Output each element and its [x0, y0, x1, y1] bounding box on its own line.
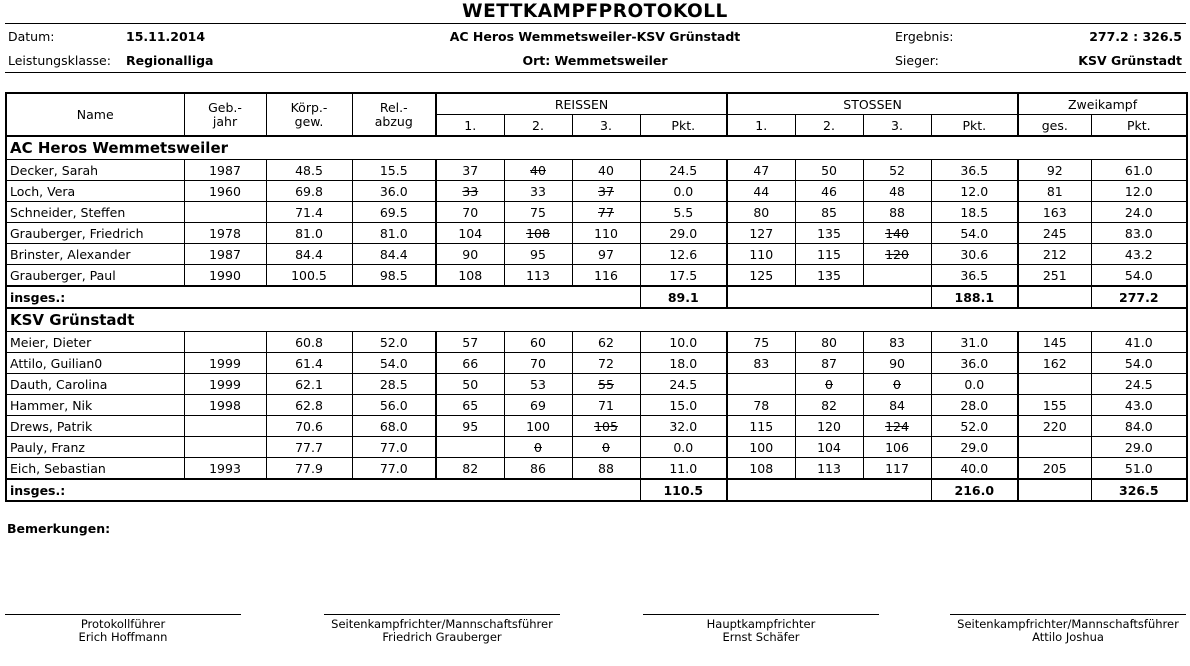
results-body: [6, 136, 1187, 501]
athlete-row: [6, 374, 1187, 395]
header-s2: 2.: [795, 115, 863, 137]
athlete-bodyweight: 77.9: [266, 458, 352, 480]
stossen-attempt-1: 125: [727, 265, 795, 287]
zweikampf-total: 155: [1018, 395, 1091, 416]
zweikampf-points: 54.0: [1091, 353, 1187, 374]
athlete-relabzug: 28.5: [352, 374, 436, 395]
stossen-attempt-3: 52: [863, 160, 931, 181]
header-geb: [184, 93, 266, 136]
reissen-attempt-3: 116: [572, 265, 640, 287]
reissen-attempt-2: 95: [504, 244, 572, 265]
athlete-row: [6, 181, 1187, 202]
zweikampf-points: 51.0: [1091, 458, 1187, 480]
klasse-label: Leistungsklasse:: [8, 53, 111, 68]
zweikampf-points: 41.0: [1091, 332, 1187, 353]
stossen-attempt-1: 83: [727, 353, 795, 374]
zweikampf-total: 220: [1018, 416, 1091, 437]
reissen-attempt-3: 55: [572, 374, 640, 395]
athlete-bodyweight: 60.8: [266, 332, 352, 353]
total-zweikampf-blank: [1018, 479, 1091, 501]
athlete-name: Grauberger, Paul: [6, 265, 184, 287]
stossen-points: 54.0: [931, 223, 1018, 244]
sieger-value: KSV Grünstadt: [1078, 53, 1182, 68]
stossen-attempt-2: 46: [795, 181, 863, 202]
reissen-attempt-1: 57: [436, 332, 504, 353]
reissen-attempt-3: 110: [572, 223, 640, 244]
reissen-attempt-2: 113: [504, 265, 572, 287]
athlete-name: Dauth, Carolina: [6, 374, 184, 395]
signature-role: Seitenkampfrichter/Mannschaftsführer: [331, 617, 553, 631]
reissen-attempt-3: 40: [572, 160, 640, 181]
stossen-attempt-3: 88: [863, 202, 931, 223]
athlete-birthyear: [184, 437, 266, 458]
athlete-relabzug: 77.0: [352, 458, 436, 480]
athlete-bodyweight: 48.5: [266, 160, 352, 181]
stossen-attempt-3: 0: [863, 374, 931, 395]
zweikampf-points: 83.0: [1091, 223, 1187, 244]
zweikampf-total: 205: [1018, 458, 1091, 480]
stossen-attempt-1: 100: [727, 437, 795, 458]
stossen-points: 28.0: [931, 395, 1018, 416]
zweikampf-total: 163: [1018, 202, 1091, 223]
stossen-attempt-3: 106: [863, 437, 931, 458]
signature-line: [950, 614, 1186, 615]
total-zweikampf: 277.2: [1091, 286, 1187, 308]
athlete-row: [6, 437, 1187, 458]
total-stossen-blank: [727, 479, 931, 501]
reissen-attempt-1: 108: [436, 265, 504, 287]
athlete-name: Eich, Sebastian: [6, 458, 184, 480]
zweikampf-total: 245: [1018, 223, 1091, 244]
sieger-label: Sieger:: [895, 53, 939, 68]
stossen-attempt-3: 120: [863, 244, 931, 265]
team-name: KSV Grünstadt: [6, 308, 1187, 332]
stossen-attempt-1: 75: [727, 332, 795, 353]
reissen-attempt-3: 97: [572, 244, 640, 265]
athlete-bodyweight: 77.7: [266, 437, 352, 458]
reissen-points: 32.0: [640, 416, 727, 437]
header-rel-text: Rel.- abzug: [374, 99, 413, 129]
reissen-attempt-2: 0: [504, 437, 572, 458]
athlete-birthyear: [184, 202, 266, 223]
stossen-attempt-3: 124: [863, 416, 931, 437]
athlete-name: Decker, Sarah: [6, 160, 184, 181]
zweikampf-points: 12.0: [1091, 181, 1187, 202]
stossen-attempt-3: 90: [863, 353, 931, 374]
reissen-points: 0.0: [640, 181, 727, 202]
header-stossen: STOSSEN: [727, 93, 1018, 115]
reissen-attempt-2: 33: [504, 181, 572, 202]
results-table: [5, 92, 1188, 502]
venue: Ort: Wemmetsweiler: [522, 53, 668, 68]
reissen-attempt-2: 53: [504, 374, 572, 395]
stossen-attempt-1: 80: [727, 202, 795, 223]
datum-value: 15.11.2014: [126, 29, 206, 44]
klasse-value: Regionalliga: [126, 53, 214, 68]
athlete-bodyweight: 100.5: [266, 265, 352, 287]
reissen-attempt-1: 82: [436, 458, 504, 480]
header-spkt: Pkt.: [931, 115, 1018, 137]
athlete-row: [6, 458, 1187, 480]
header-koerp: [266, 93, 352, 136]
header-s1: 1.: [727, 115, 795, 137]
meta-divider: [5, 72, 1186, 73]
header-reissen: REISSEN: [436, 93, 727, 115]
athlete-birthyear: 1990: [184, 265, 266, 287]
stossen-attempt-3: 84: [863, 395, 931, 416]
reissen-attempt-1: [436, 437, 504, 458]
stossen-attempt-1: 47: [727, 160, 795, 181]
reissen-points: 24.5: [640, 160, 727, 181]
reissen-points: 11.0: [640, 458, 727, 480]
stossen-points: 36.0: [931, 353, 1018, 374]
zweikampf-total: [1018, 437, 1091, 458]
stossen-attempt-1: 127: [727, 223, 795, 244]
reissen-attempt-3: 72: [572, 353, 640, 374]
stossen-attempt-3: 48: [863, 181, 931, 202]
stossen-attempt-2: 87: [795, 353, 863, 374]
signature-role: Hauptkampfrichter: [706, 617, 816, 631]
athlete-name: Pauly, Franz: [6, 437, 184, 458]
athlete-row: [6, 416, 1187, 437]
reissen-attempt-1: 50: [436, 374, 504, 395]
signature-name: Friedrich Grauberger: [382, 630, 502, 644]
athlete-bodyweight: 61.4: [266, 353, 352, 374]
athlete-row: [6, 265, 1187, 287]
athlete-birthyear: 1987: [184, 244, 266, 265]
team-total-row: [6, 286, 1187, 308]
stossen-attempt-3: 140: [863, 223, 931, 244]
zweikampf-points: 43.2: [1091, 244, 1187, 265]
zweikampf-total: 145: [1018, 332, 1091, 353]
reissen-attempt-3: 88: [572, 458, 640, 480]
signature-line: [5, 614, 241, 615]
athlete-bodyweight: 70.6: [266, 416, 352, 437]
athlete-name: Drews, Patrik: [6, 416, 184, 437]
athlete-birthyear: [184, 332, 266, 353]
athlete-row: [6, 202, 1187, 223]
athlete-name: Hammer, Nik: [6, 395, 184, 416]
signature-protokollfuehrer: [5, 614, 241, 644]
athlete-bodyweight: 62.1: [266, 374, 352, 395]
total-zweikampf: 326.5: [1091, 479, 1187, 501]
stossen-points: 36.5: [931, 265, 1018, 287]
reissen-attempt-2: 69: [504, 395, 572, 416]
ergebnis-value: 277.2 : 326.5: [1089, 29, 1182, 44]
reissen-attempt-2: 86: [504, 458, 572, 480]
total-zweikampf-blank: [1018, 286, 1091, 308]
total-stossen: 216.0: [931, 479, 1018, 501]
header-koerp-text: Körp.- gew.: [290, 99, 328, 129]
stossen-attempt-2: 0: [795, 374, 863, 395]
reissen-attempt-1: 65: [436, 395, 504, 416]
athlete-birthyear: 1998: [184, 395, 266, 416]
stossen-points: 29.0: [931, 437, 1018, 458]
athlete-relabzug: 36.0: [352, 181, 436, 202]
zweikampf-points: 24.5: [1091, 374, 1187, 395]
reissen-points: 10.0: [640, 332, 727, 353]
zweikampf-total: [1018, 374, 1091, 395]
athlete-bodyweight: 84.4: [266, 244, 352, 265]
stossen-attempt-1: 108: [727, 458, 795, 480]
reissen-attempt-2: 60: [504, 332, 572, 353]
datum-label: Datum:: [8, 29, 55, 44]
total-stossen: 188.1: [931, 286, 1018, 308]
team-header-row: [6, 136, 1187, 160]
reissen-points: 15.0: [640, 395, 727, 416]
signature-name: Ernst Schäfer: [722, 630, 800, 644]
athlete-row: [6, 160, 1187, 181]
stossen-points: 18.5: [931, 202, 1018, 223]
athlete-row: [6, 353, 1187, 374]
athlete-name: Brinster, Alexander: [6, 244, 184, 265]
athlete-relabzug: 56.0: [352, 395, 436, 416]
zweikampf-total: 212: [1018, 244, 1091, 265]
reissen-attempt-1: 104: [436, 223, 504, 244]
signature-hauptkampfrichter: [643, 614, 879, 644]
athlete-name: Meier, Dieter: [6, 332, 184, 353]
stossen-attempt-2: 135: [795, 223, 863, 244]
header-rpkt: Pkt.: [640, 115, 727, 137]
zweikampf-points: 84.0: [1091, 416, 1187, 437]
athlete-birthyear: 1999: [184, 374, 266, 395]
stossen-attempt-2: 120: [795, 416, 863, 437]
reissen-attempt-2: 75: [504, 202, 572, 223]
stossen-attempt-1: 115: [727, 416, 795, 437]
athlete-name: Attilo, Guilian0: [6, 353, 184, 374]
zweikampf-points: 61.0: [1091, 160, 1187, 181]
stossen-attempt-3: 117: [863, 458, 931, 480]
stossen-attempt-3: 83: [863, 332, 931, 353]
athlete-row: [6, 244, 1187, 265]
signature-line: [324, 614, 560, 615]
match-title: AC Heros Wemmetsweiler-KSV Grünstadt: [449, 29, 741, 44]
stossen-attempt-2: 80: [795, 332, 863, 353]
athlete-bodyweight: 69.8: [266, 181, 352, 202]
athlete-relabzug: 84.4: [352, 244, 436, 265]
ergebnis-label: Ergebnis:: [895, 29, 954, 44]
zweikampf-total: 81: [1018, 181, 1091, 202]
remarks-label: Bemerkungen:: [7, 521, 111, 536]
signature-line: [643, 614, 879, 615]
athlete-birthyear: [184, 416, 266, 437]
zweikampf-points: 29.0: [1091, 437, 1187, 458]
stossen-points: 0.0: [931, 374, 1018, 395]
reissen-attempt-3: 105: [572, 416, 640, 437]
signature-role: Seitenkampfrichter/Mannschaftsführer: [957, 617, 1179, 631]
header-r3: 3.: [572, 115, 640, 137]
stossen-attempt-2: 85: [795, 202, 863, 223]
reissen-attempt-3: 62: [572, 332, 640, 353]
signature-seitenkampfrichter-2: [950, 614, 1186, 644]
athlete-relabzug: 54.0: [352, 353, 436, 374]
total-reissen: 89.1: [640, 286, 727, 308]
stossen-attempt-3: [863, 265, 931, 287]
reissen-points: 0.0: [640, 437, 727, 458]
athlete-name: Loch, Vera: [6, 181, 184, 202]
header-zges: ges.: [1018, 115, 1091, 137]
stossen-points: 31.0: [931, 332, 1018, 353]
reissen-points: 29.0: [640, 223, 727, 244]
zweikampf-total: 251: [1018, 265, 1091, 287]
stossen-attempt-1: [727, 374, 795, 395]
athlete-birthyear: 1987: [184, 160, 266, 181]
total-label: insges.:: [6, 286, 640, 308]
reissen-attempt-1: 33: [436, 181, 504, 202]
header-zweikampf: Zweikampf: [1018, 93, 1187, 115]
title-divider: [5, 23, 1186, 24]
reissen-attempt-1: 95: [436, 416, 504, 437]
reissen-attempt-1: 70: [436, 202, 504, 223]
stossen-attempt-2: 115: [795, 244, 863, 265]
athlete-relabzug: 98.5: [352, 265, 436, 287]
header-s3: 3.: [863, 115, 931, 137]
reissen-points: 17.5: [640, 265, 727, 287]
stossen-attempt-1: 78: [727, 395, 795, 416]
stossen-attempt-2: 113: [795, 458, 863, 480]
stossen-points: 30.6: [931, 244, 1018, 265]
reissen-attempt-1: 37: [436, 160, 504, 181]
athlete-birthyear: 1978: [184, 223, 266, 244]
header-r1: 1.: [436, 115, 504, 137]
signature-seitenkampfrichter-1: [324, 614, 560, 644]
stossen-attempt-2: 82: [795, 395, 863, 416]
athlete-relabzug: 69.5: [352, 202, 436, 223]
reissen-attempt-2: 70: [504, 353, 572, 374]
stossen-attempt-2: 50: [795, 160, 863, 181]
athlete-relabzug: 68.0: [352, 416, 436, 437]
stossen-attempt-1: 44: [727, 181, 795, 202]
team-name: AC Heros Wemmetsweiler: [6, 136, 1187, 160]
reissen-attempt-2: 108: [504, 223, 572, 244]
reissen-points: 24.5: [640, 374, 727, 395]
reissen-attempt-1: 90: [436, 244, 504, 265]
stossen-attempt-1: 110: [727, 244, 795, 265]
reissen-points: 18.0: [640, 353, 727, 374]
stossen-attempt-2: 135: [795, 265, 863, 287]
athlete-bodyweight: 62.8: [266, 395, 352, 416]
stossen-points: 36.5: [931, 160, 1018, 181]
header-rel: [352, 93, 436, 136]
athlete-birthyear: 1999: [184, 353, 266, 374]
header-geb-text: Geb.- jahr: [208, 99, 242, 129]
reissen-points: 12.6: [640, 244, 727, 265]
team-total-row: [6, 479, 1187, 501]
athlete-row: [6, 395, 1187, 416]
stossen-points: 12.0: [931, 181, 1018, 202]
zweikampf-points: 43.0: [1091, 395, 1187, 416]
athlete-relabzug: 15.5: [352, 160, 436, 181]
reissen-attempt-3: 37: [572, 181, 640, 202]
signature-role: Protokollführer: [80, 617, 166, 631]
zweikampf-total: 92: [1018, 160, 1091, 181]
signature-name: Erich Hoffmann: [78, 630, 168, 644]
team-header-row: [6, 308, 1187, 332]
total-label: insges.:: [6, 479, 640, 501]
zweikampf-points: 24.0: [1091, 202, 1187, 223]
athlete-bodyweight: 81.0: [266, 223, 352, 244]
athlete-row: [6, 332, 1187, 353]
stossen-points: 40.0: [931, 458, 1018, 480]
page-title: WETTKAMPFPROTOKOLL: [462, 1, 728, 22]
header-zpkt: Pkt.: [1091, 115, 1187, 137]
header-r2: 2.: [504, 115, 572, 137]
reissen-attempt-2: 100: [504, 416, 572, 437]
athlete-name: Schneider, Steffen: [6, 202, 184, 223]
athlete-birthyear: 1960: [184, 181, 266, 202]
athlete-name: Grauberger, Friedrich: [6, 223, 184, 244]
athlete-bodyweight: 71.4: [266, 202, 352, 223]
total-reissen: 110.5: [640, 479, 727, 501]
stossen-points: 52.0: [931, 416, 1018, 437]
reissen-attempt-3: 71: [572, 395, 640, 416]
athlete-relabzug: 77.0: [352, 437, 436, 458]
athlete-row: [6, 223, 1187, 244]
reissen-attempt-2: 40: [504, 160, 572, 181]
athlete-relabzug: 52.0: [352, 332, 436, 353]
total-stossen-blank: [727, 286, 931, 308]
signature-name: Attilo Joshua: [1032, 630, 1104, 644]
athlete-birthyear: 1993: [184, 458, 266, 480]
reissen-points: 5.5: [640, 202, 727, 223]
stossen-attempt-2: 104: [795, 437, 863, 458]
reissen-attempt-3: 77: [572, 202, 640, 223]
zweikampf-points: 54.0: [1091, 265, 1187, 287]
reissen-attempt-3: 0: [572, 437, 640, 458]
reissen-attempt-1: 66: [436, 353, 504, 374]
athlete-relabzug: 81.0: [352, 223, 436, 244]
zweikampf-total: 162: [1018, 353, 1091, 374]
header-name: Name: [6, 93, 184, 136]
